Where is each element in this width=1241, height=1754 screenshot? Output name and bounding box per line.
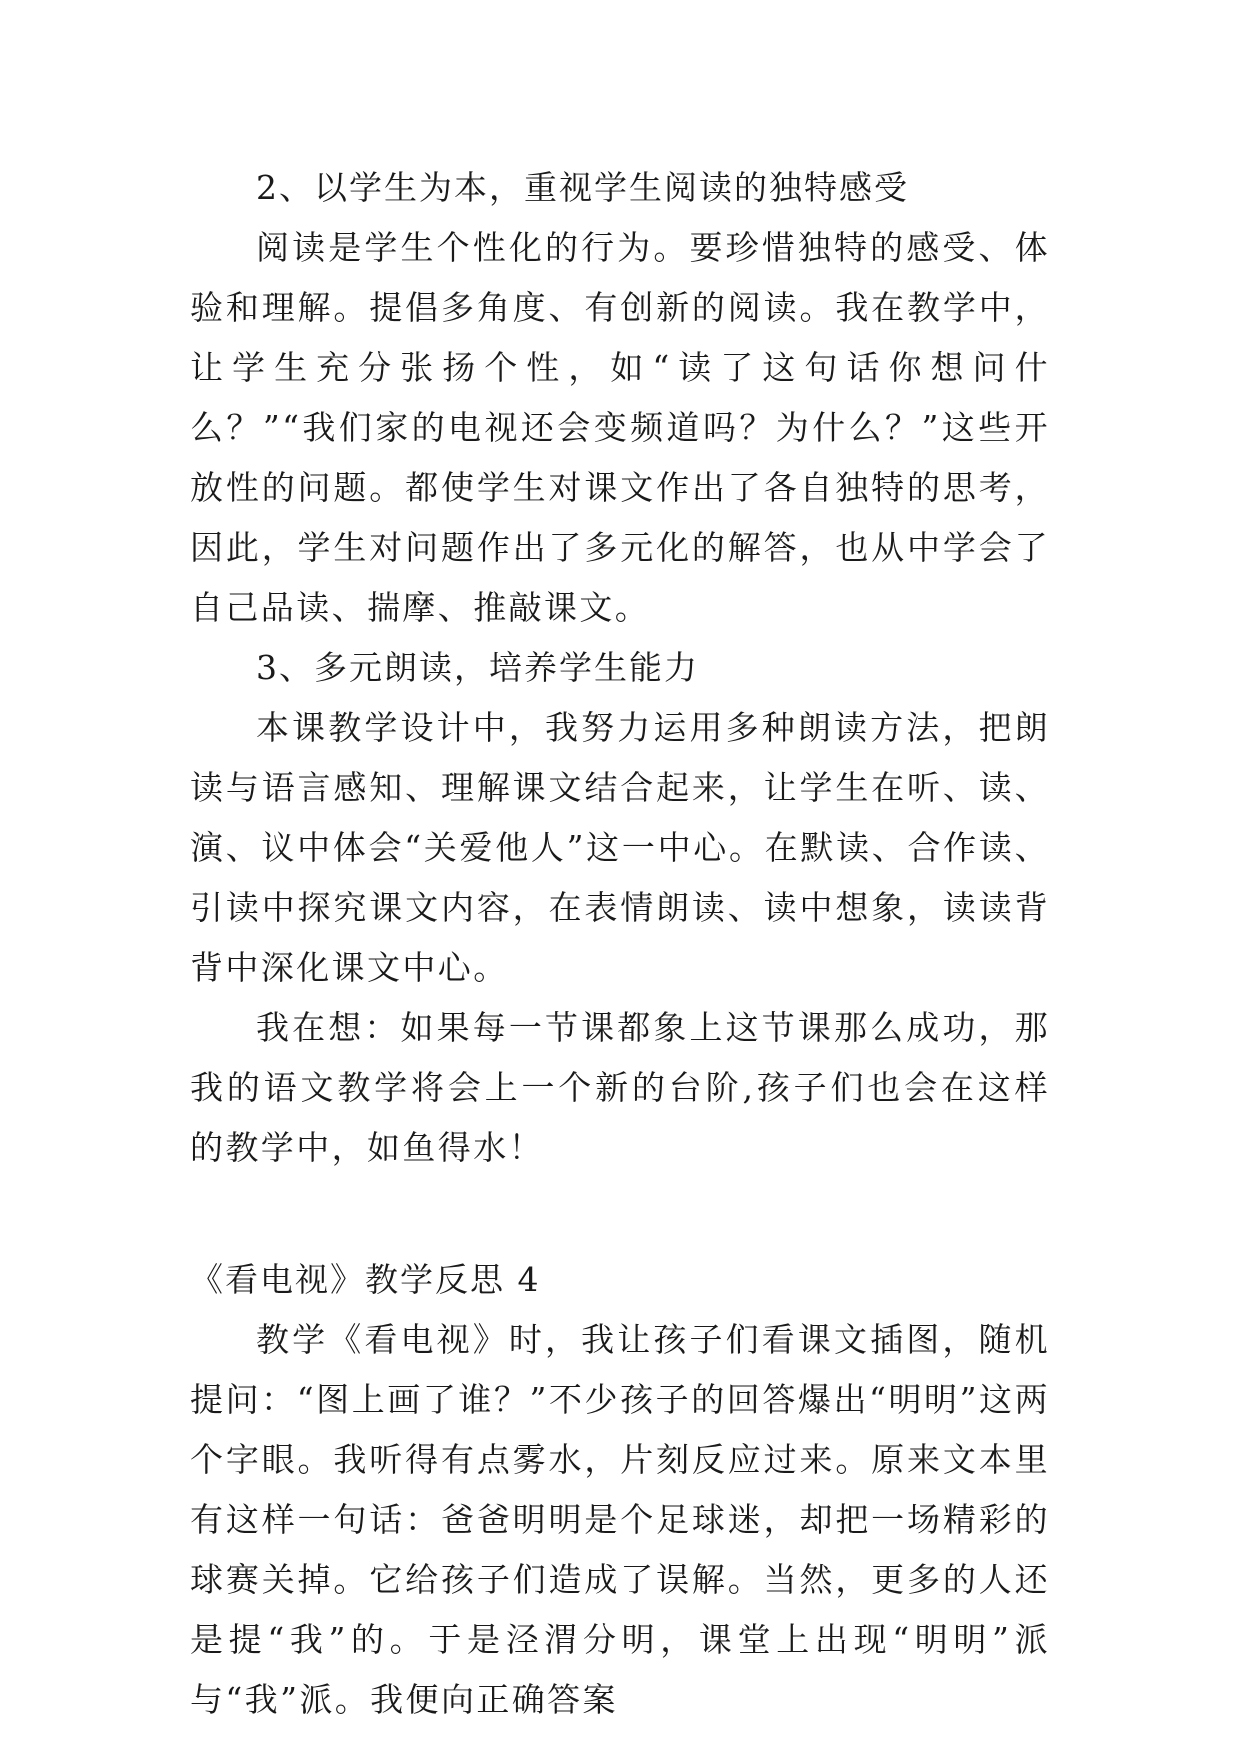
paragraph-reflection: 我在想：如果每一节课都象上这节课那么成功，那我的语文教学将会上一个新的台阶,孩子们也会在这样的教学中，如鱼得水！: [190, 1008, 1050, 1167]
paragraph-teaching-story: 教学《看电视》时，我让孩子们看课文插图，随机提问：“图上画了谁？”不少孩子的回答爆出“明明”这两个字眼。我听得有点雾水，片刻反应过来。原来文本里有这样一句话：爸爸明明是个足球迷，却把一场精彩的球赛关掉。它给孩子们造成了误解。当然，更多的人还是提“我”的。于是泾渭分明，课堂上出现“明明”派与“我”派。我便向正确答案: [190, 1320, 1050, 1719]
document-title: 《看电视》教学反思 4: [190, 1260, 541, 1299]
paragraph-multi-reading: 本课教学设计中，我努力运用多种朗读方法，把朗读与语言感知、理解课文结合起来，让学生在听、读、演、议中体会“关爱他人”这一中心。在默读、合作读、引读中探究课文内容，在表情朗读、读中想象，读读背背中深化课文中心。: [190, 708, 1050, 987]
document-page: [190, 158, 1050, 1730]
paragraph-reading-feelings: 阅读是学生个性化的行为。要珍惜独特的感受、体验和理解。提倡多角度、有创新的阅读。我在教学中，让学生充分张扬个性，如“读了这句话你想问什么？”“我们家的电视还会变频道吗？为什么？”这些开放性的问题。都使学生对课文作出了各自独特的思考，因此，学生对问题作出了多元化的解答，也从中学会了自己品读、揣摩、推敲课文。: [190, 228, 1050, 627]
section-heading-2: 2、以学生为本，重视学生阅读的独特感受: [256, 168, 909, 207]
section-heading-3: 3、多元朗读，培养学生能力: [256, 648, 699, 687]
